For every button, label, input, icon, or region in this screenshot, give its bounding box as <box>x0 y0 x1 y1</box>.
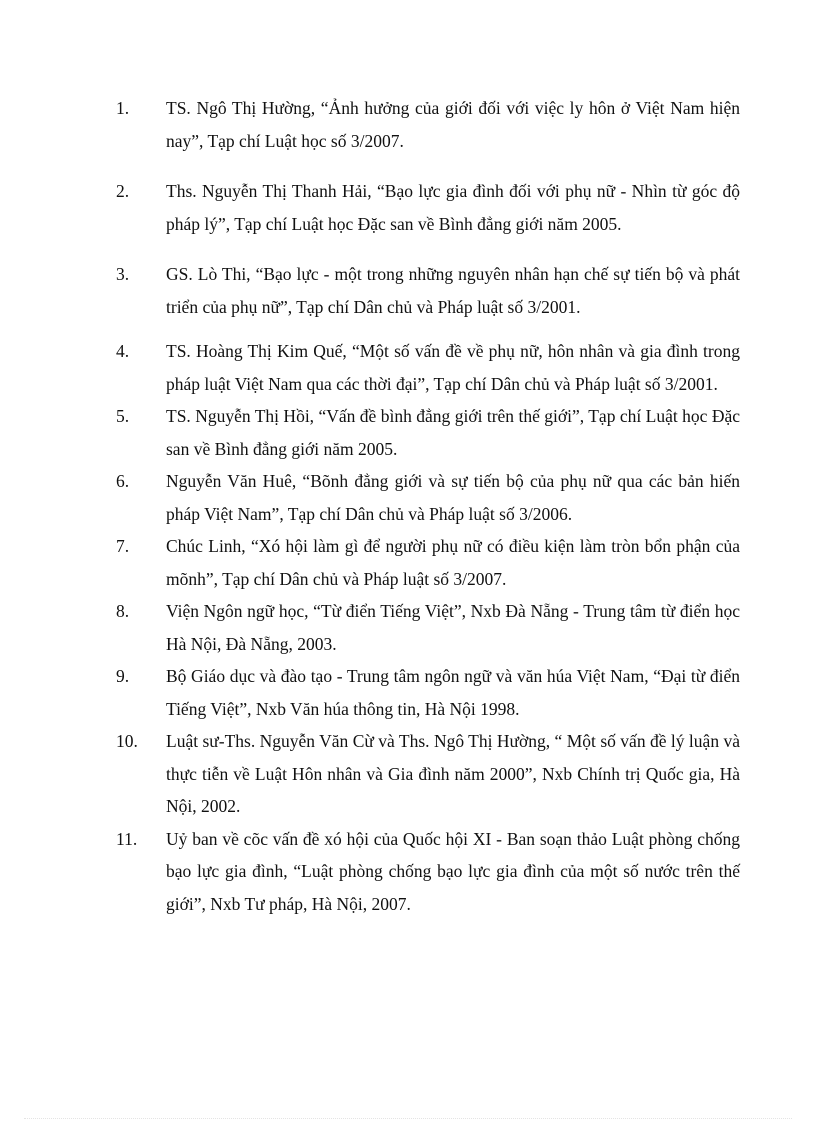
reference-number: 2. <box>116 181 130 201</box>
reference-number: 5. <box>116 406 130 426</box>
reference-item <box>116 595 740 660</box>
reference-text: Viện Ngôn ngữ học, “Từ điển Tiếng Việt”, Nxb Đà Nẵng - Trung tâm từ điển học Hà Nội, Đà Nẵng, 2003. <box>166 601 740 654</box>
reference-text: GS. Lò Thi, “Bạo lực - một trong những nguyên nhân hạn chế sự tiến bộ và phát triển của phụ nữ”, Tạp chí Dân chủ và Pháp luật số 3/2001. <box>166 264 740 317</box>
reference-text: TS. Hoàng Thị Kim Quế, “Một số vấn đề về phụ nữ, hôn nhân và gia đình trong pháp luật Việt Nam qua các thời đại”, Tạp chí Dân chủ và Pháp luật số 3/2001. <box>166 341 740 394</box>
reference-number: 6. <box>116 471 130 491</box>
reference-text: Luật sư-Ths. Nguyễn Văn Cừ và Ths. Ngô Thị Hường, “ Một số vấn đề lý luận và thực tiễn về Luật Hôn nhân và Gia đình năm 2000”, Nxb Chính trị Quốc gia, Hà Nội, 2002. <box>166 731 740 816</box>
reference-item <box>116 258 740 323</box>
reference-text: TS. Nguyễn Thị Hồi, “Vấn đề bình đẳng giới trên thế giới”, Tạp chí Luật học Đặc san về Bình đẳng giới năm 2005. <box>166 406 740 459</box>
reference-item <box>116 725 740 823</box>
reference-text: Nguyễn Văn Huê, “Bõnh đẳng giới và sự tiến bộ của phụ nữ qua các bản hiến pháp Việt Nam”, Tạp chí Dân chủ và Pháp luật số 3/2006. <box>166 471 740 524</box>
reference-item <box>116 400 740 465</box>
reference-number: 10. <box>116 731 138 751</box>
reference-item <box>116 465 740 530</box>
reference-number: 9. <box>116 666 130 686</box>
reference-number: 7. <box>116 536 130 556</box>
reference-text: TS. Ngô Thị Hường, “Ảnh hưởng của giới đối với việc ly hôn ở Việt Nam hiện nay”, Tạp chí Luật học số 3/2007. <box>166 98 740 151</box>
reference-text: Uỷ ban về cõc vấn đề xó hội của Quốc hội XI - Ban soạn thảo Luật phòng chống bạo lực gia đình, “Luật phòng chống bạo lực gia đình của một số nước trên thế giới”, Nxb Tư pháp, Hà Nội, 2007. <box>166 828 740 914</box>
page-bottom-divider <box>24 1118 792 1119</box>
reference-item <box>116 660 740 725</box>
reference-number: 8. <box>116 601 130 621</box>
reference-number: 11. <box>116 828 138 849</box>
reference-item <box>116 530 740 595</box>
reference-item <box>116 823 740 921</box>
reference-text: Ths. Nguyễn Thị Thanh Hải, “Bạo lực gia đình đối với phụ nữ - Nhìn từ góc độ pháp lý”, Tạp chí Luật học Đặc san về Bình đẳng giới năm 2005. <box>166 181 740 234</box>
reference-item <box>116 175 740 240</box>
reference-item <box>116 335 740 400</box>
reference-text: Chúc Linh, “Xó hội làm gì để người phụ nữ có điều kiện làm tròn bổn phận của mõnh”, Tạp chí Dân chủ và Pháp luật số 3/2007. <box>166 536 740 589</box>
reference-number: 3. <box>116 264 130 284</box>
reference-list <box>116 92 740 920</box>
reference-number: 1. <box>116 98 130 118</box>
reference-item <box>116 92 740 157</box>
reference-text: Bộ Giáo dục và đào tạo - Trung tâm ngôn ngữ và văn húa Việt Nam, “Đại từ điển Tiếng Việt”, Nxb Văn húa thông tin, Hà Nội 1998. <box>166 666 740 719</box>
reference-number: 4. <box>116 341 130 361</box>
